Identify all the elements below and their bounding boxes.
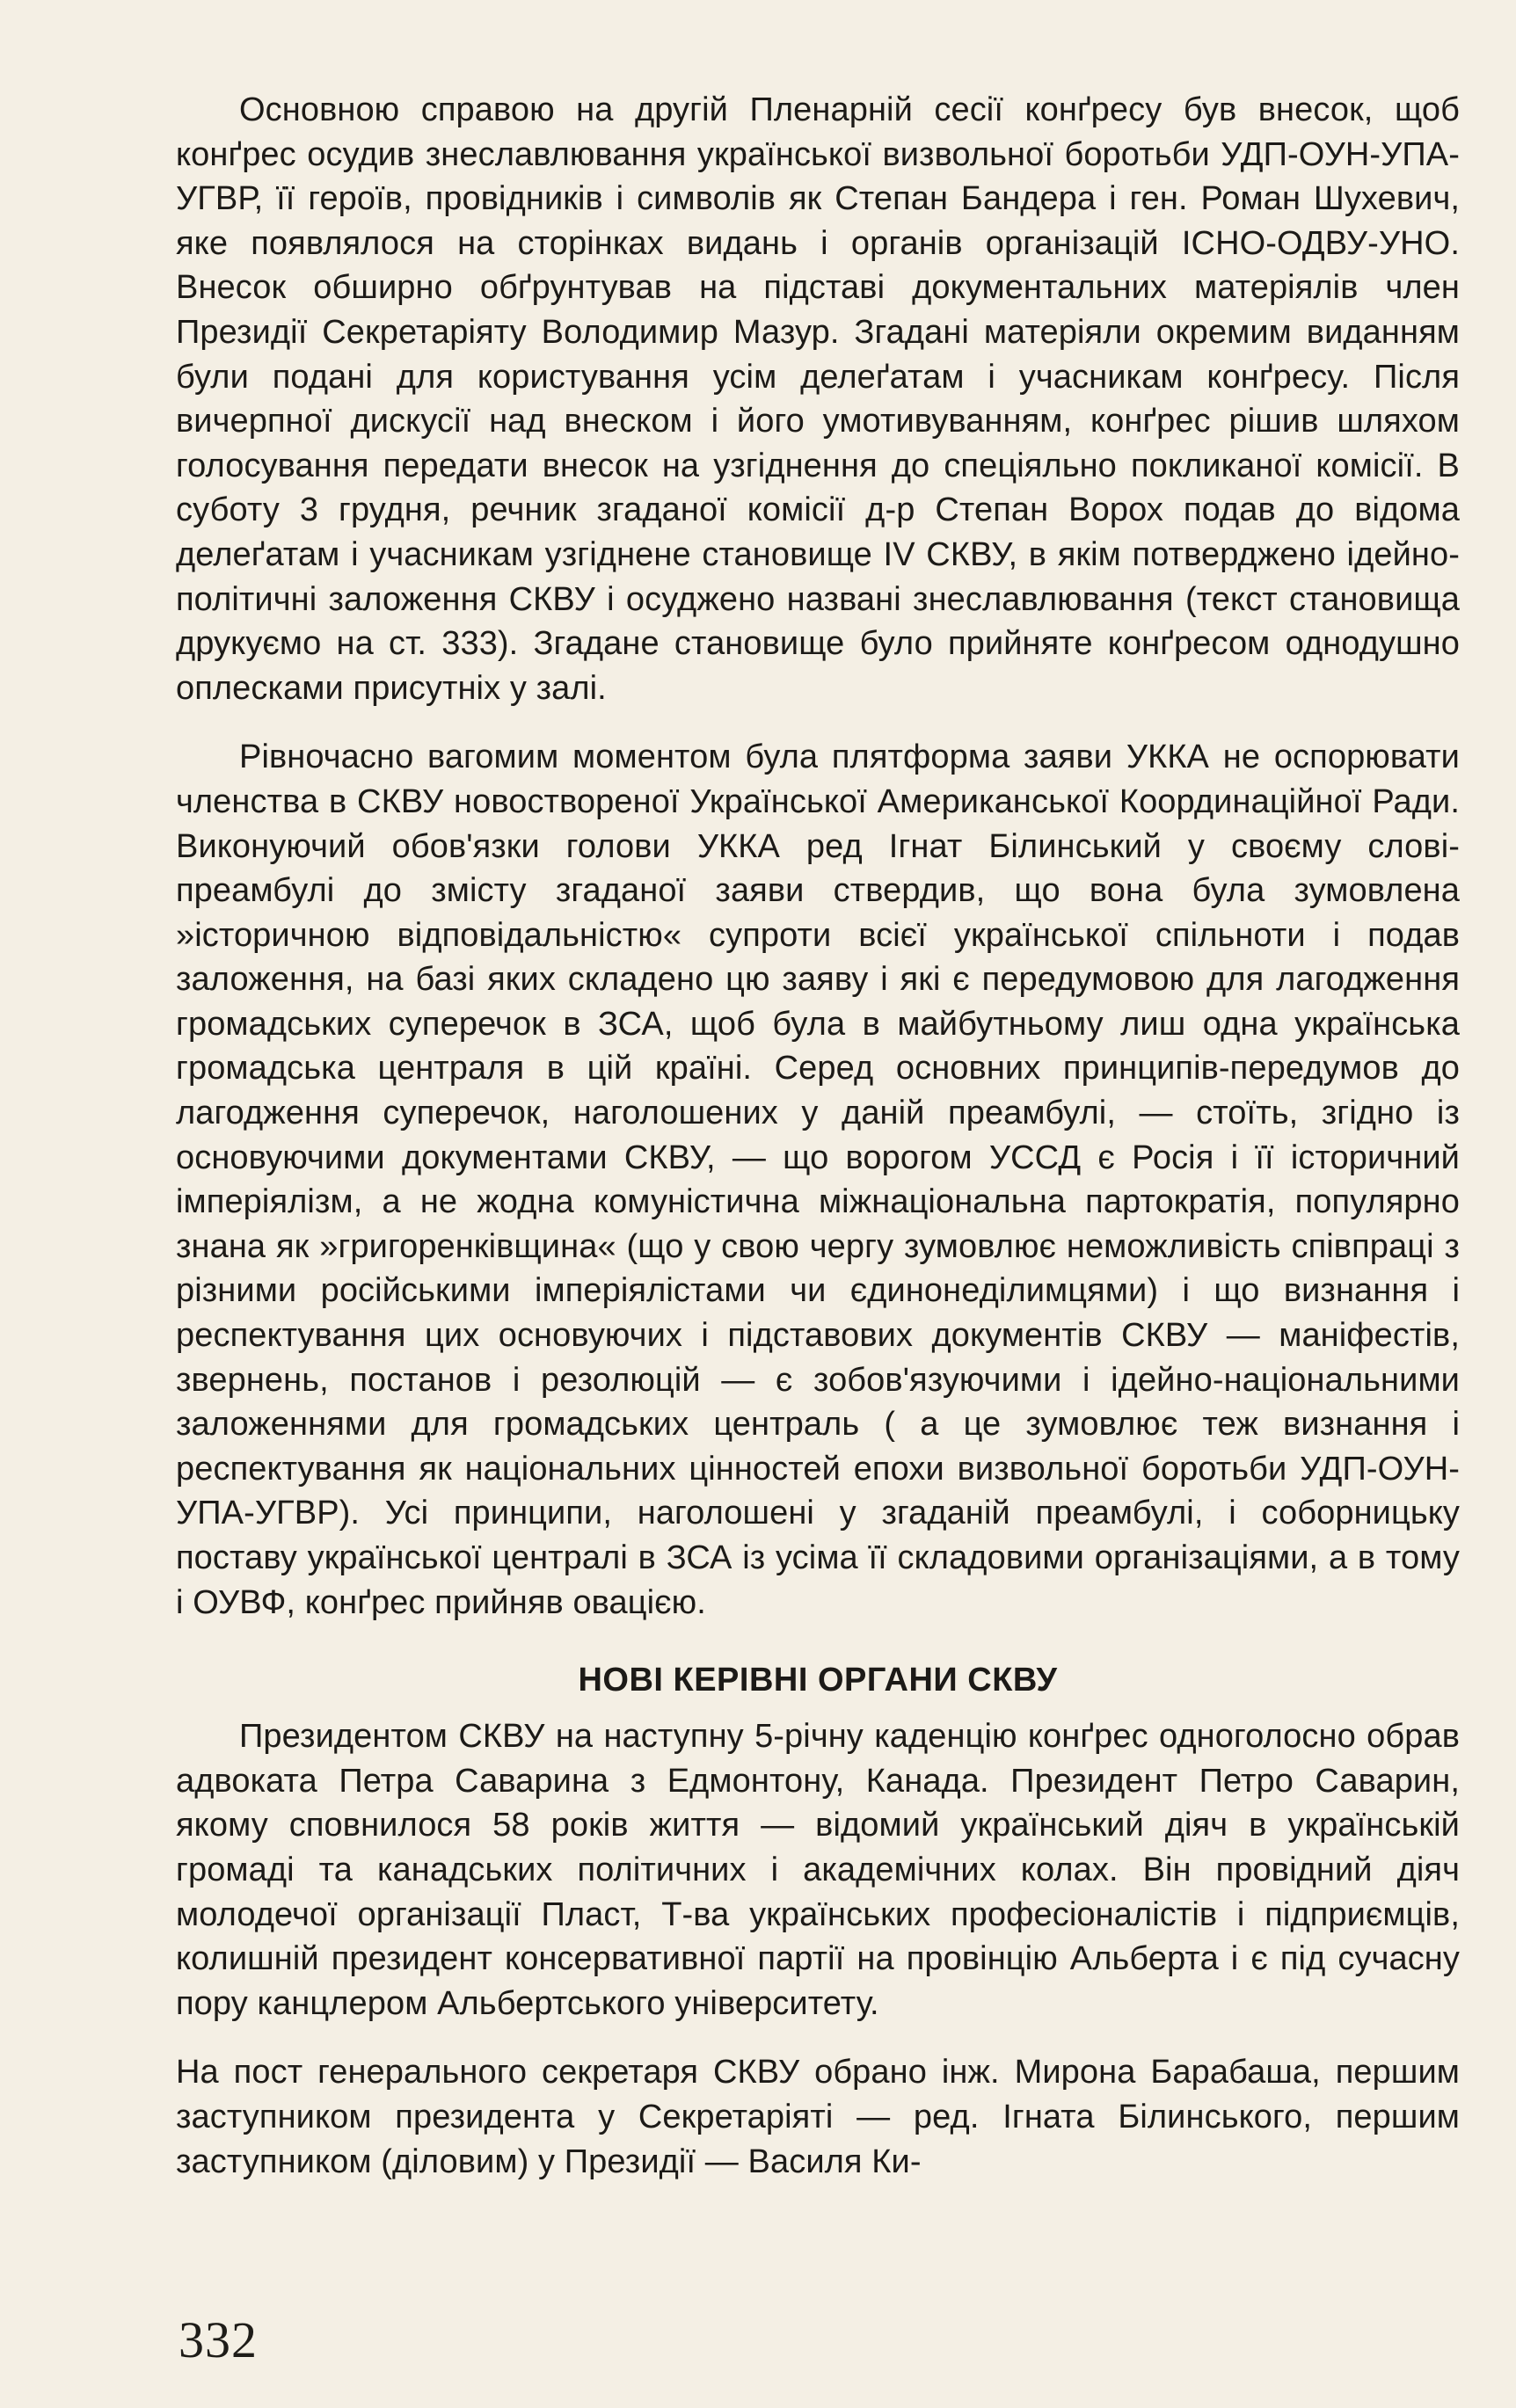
page-body: [176, 88, 1460, 2374]
paragraph-gap: [176, 1625, 1460, 1649]
paragraph-gap: [176, 710, 1460, 735]
paragraph-ukka-declaration: Рівночасно вагомим моментом була плятформа заяви УККА не оспорювати членства в СКВУ новоствореної Української Американської Координаційної Ради. Виконуючий обов'язки голови УККА ред Ігнат Білинський у своєму слові-преамбулі до змісту згаданої заяви ствердив, що вона була зумовлена »історичною відповідальністю« супроти всієї української спільноти і подав заложення, на базі яких складено цю заяву і які є передумовою для лагодження громадських суперечок в ЗСА, щоб була в майбутньому лиш одна українська громадська централя в цій країні. Серед основних принципів-передумов до лагодження суперечок, наголошених у даній преамбулі, — стоїть, згідно із основуючими документами СКВУ, — що ворогом УССД є Росія і її історичний імперіялізм, а не жодна комуністична міжнаціональна партократія, популярно знана як »григоренківщина« (що у свою чергу зумовлює неможливість співпраці з різними російськими імперіялістами чи єдинонеділимцями) і що визнання і респектування цих основуючих і підставових документів СКВУ — маніфестів, звернень, постанов і резолюцій — є зобов'язуючими і ідейно-національними заложеннями для громадських централь ( а це зумовлює теж визнання і респектування як національних цінностей епохи визвольної боротьби УДП-ОУН-УПА-УГВР). Усі принципи, наголошені у згаданій преамбулі, і соборницьку поставу української централі в ЗСА із усіма її складовими організаціями, а в тому і ОУВФ, конґрес прийняв овацією.: [176, 738, 1460, 1621]
paragraph-congress-session: Основною справою на другій Пленарній сесії конґресу був внесок, щоб конґрес осудив знеславлювання української визвольної боротьби УДП-ОУН-УПА-УГВР, її героїв, провідників і символів як Степан Бандера і ген. Роман Шухевич, яке появлялося на сторінках видань і органів організацій ІСНО-ОДВУ-УНО. Внесок обширно обґрунтував на підставі документальних матеріялів член Президії Секретаріяту Володимир Мазур. Згадані матеріяли окремим виданням були подані для користування усім делеґатам і учасникам конґресу. Після вичерпної дискусії над внеском і його умотивуванням, конґрес рішив шляхом голосування передати внесок на узгіднення до спеціяльно покликаної комісії. В суботу 3 грудня, речник згаданої комісії д-р Степан Ворох подав до відома делеґатам і учасникам узгіднене становище IV СКВУ, в якім потверджено ідейно-політичні заложення СКВУ і осуджено названі знеславлювання (текст становища друкуємо на ст. 333). Згадане становище було прийняте конґресом однодушно оплесками присутніх у залі.: [176, 91, 1461, 707]
paragraph-president-election: Президентом СКВУ на наступну 5-річну каденцію конґрес одноголосно обрав адвоката Петра Саварина з Едмонтону, Канада. Президент Петро Саварин, якому сповнилося 58 років життя — відомий український діяч в українській громаді та канадських політичних і академічних колах. Він провідний діяч молодечої організації Пласт, Т-ва українських професіоналістів і підприємців, колишній президент консервативної партії на провінцію Альберта і є під сучасну пору канцлером Альбертського університету.: [176, 1718, 1460, 2022]
paragraph-secretary-election: На пост генерального секретаря СКВУ обрано інж. Мирона Барабаша, першим заступником президента у Секретаріяті — ред. Ігната Білинського, першим заступником (діловим) у Президії — Василя Ки-: [176, 2054, 1460, 2180]
section-heading: НОВІ КЕРІВНІ ОРГАНИ СКВУ: [578, 1662, 1058, 1699]
page-number: 332: [179, 2311, 258, 2368]
paragraph-gap: [176, 2026, 1460, 2050]
